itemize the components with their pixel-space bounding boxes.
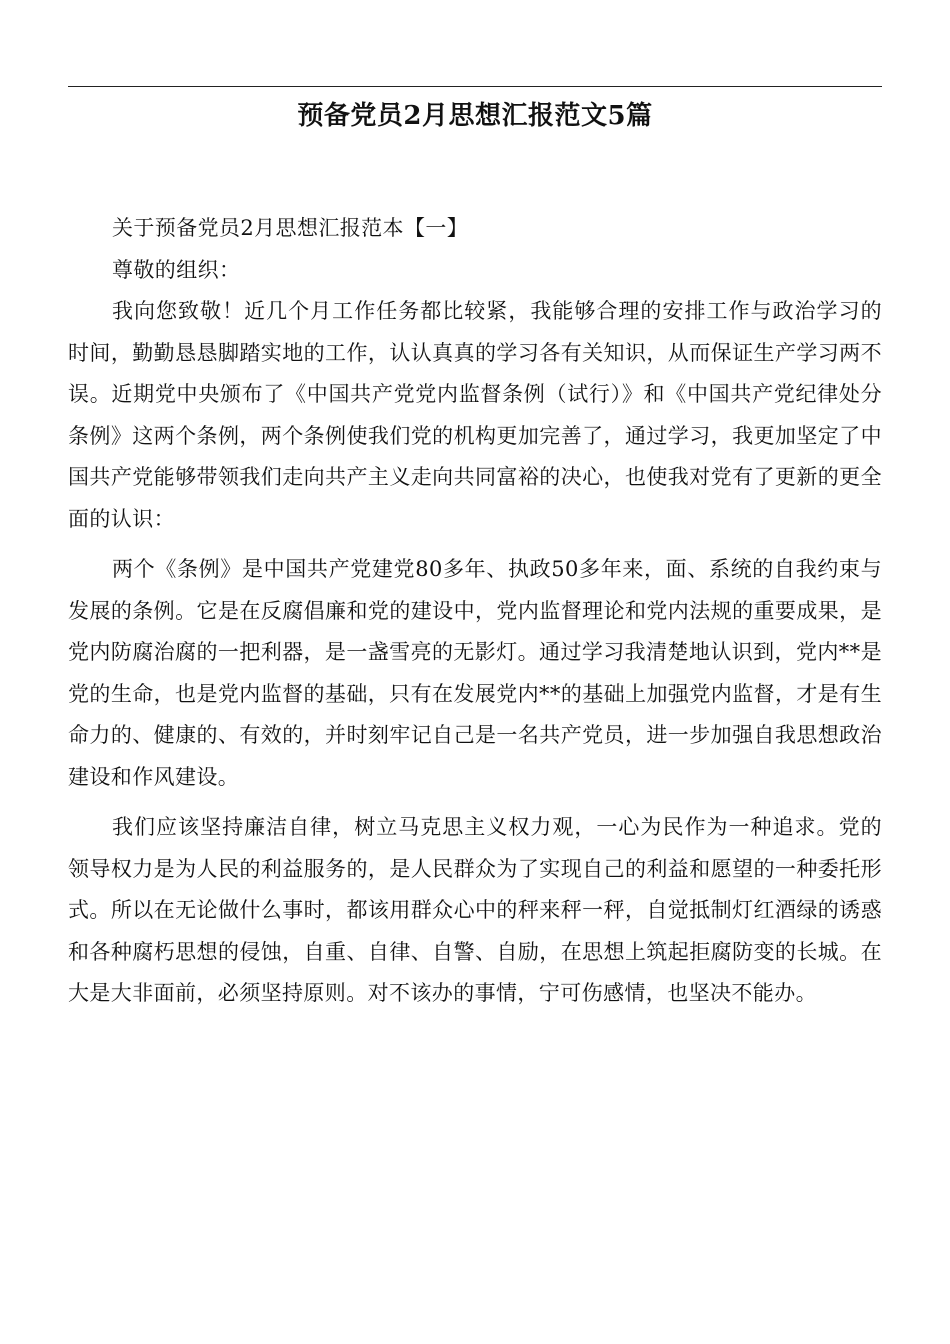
salutation: 尊敬的组织： [112, 257, 241, 282]
body-paragraph-1: 我向您致敬！近几个月工作任务都比较紧，我能够合理的安排工作与政治学习的时间，勤勤恳恳脚踏实地的工作，认认真真的学习各有关知识，从而保证生产学习两不误。近期党中央颁布了《中国共产党党内监督条例（试行）》和《中国共产党纪律处分条例》这两个条例，两个条例使我们党的机构更加完善了，通过学习，我更加坚定了中国共产党能够带领我们走向共产主义走向共同富裕的决心，也使我对党有了更新的更全面的认识： [68, 299, 882, 531]
body-paragraph-2: 两个《条例》是中国共产党建党80多年、执政50多年来，面、系统的自我约束与发展的条例。它是在反腐倡廉和党的建设中，党内监督理论和党内法规的重要成果，是党内防腐治腐的一把利器，是一盏雪亮的无影灯。通过学习我清楚地认识到，党内**是党的生命，也是党内监督的基础，只有在发展党内**的基础上加强党内监督，才是有生命力的、健康的、有效的，并时刻牢记自己是一名共产党员，进一步加强自我思想政治建设和作风建设。 [68, 557, 882, 789]
document-title: 预备党员2月思想汇报范文5篇 [297, 101, 653, 131]
header-rule [68, 86, 882, 87]
document-body [68, 208, 882, 1024]
body-paragraph-3: 我们应该坚持廉洁自律，树立马克思主义权力观，一心为民作为一种追求。党的领导权力是为人民的利益服务的，是人民群众为了实现自己的利益和愿望的一种委托形式。所以在无论做什么事时，都该用群众心中的秤来秤一秤，自觉抵制灯红酒绿的诱惑和各种腐朽思想的侵蚀，自重、自律、自警、自励，在思想上筑起拒腐防变的长城。在大是大非面前，必须坚持原则。对不该办的事情，宁可伤感情，也坚决不能办。 [68, 815, 882, 1005]
section-heading: 关于预备党员2月思想汇报范本【一】 [112, 216, 469, 240]
